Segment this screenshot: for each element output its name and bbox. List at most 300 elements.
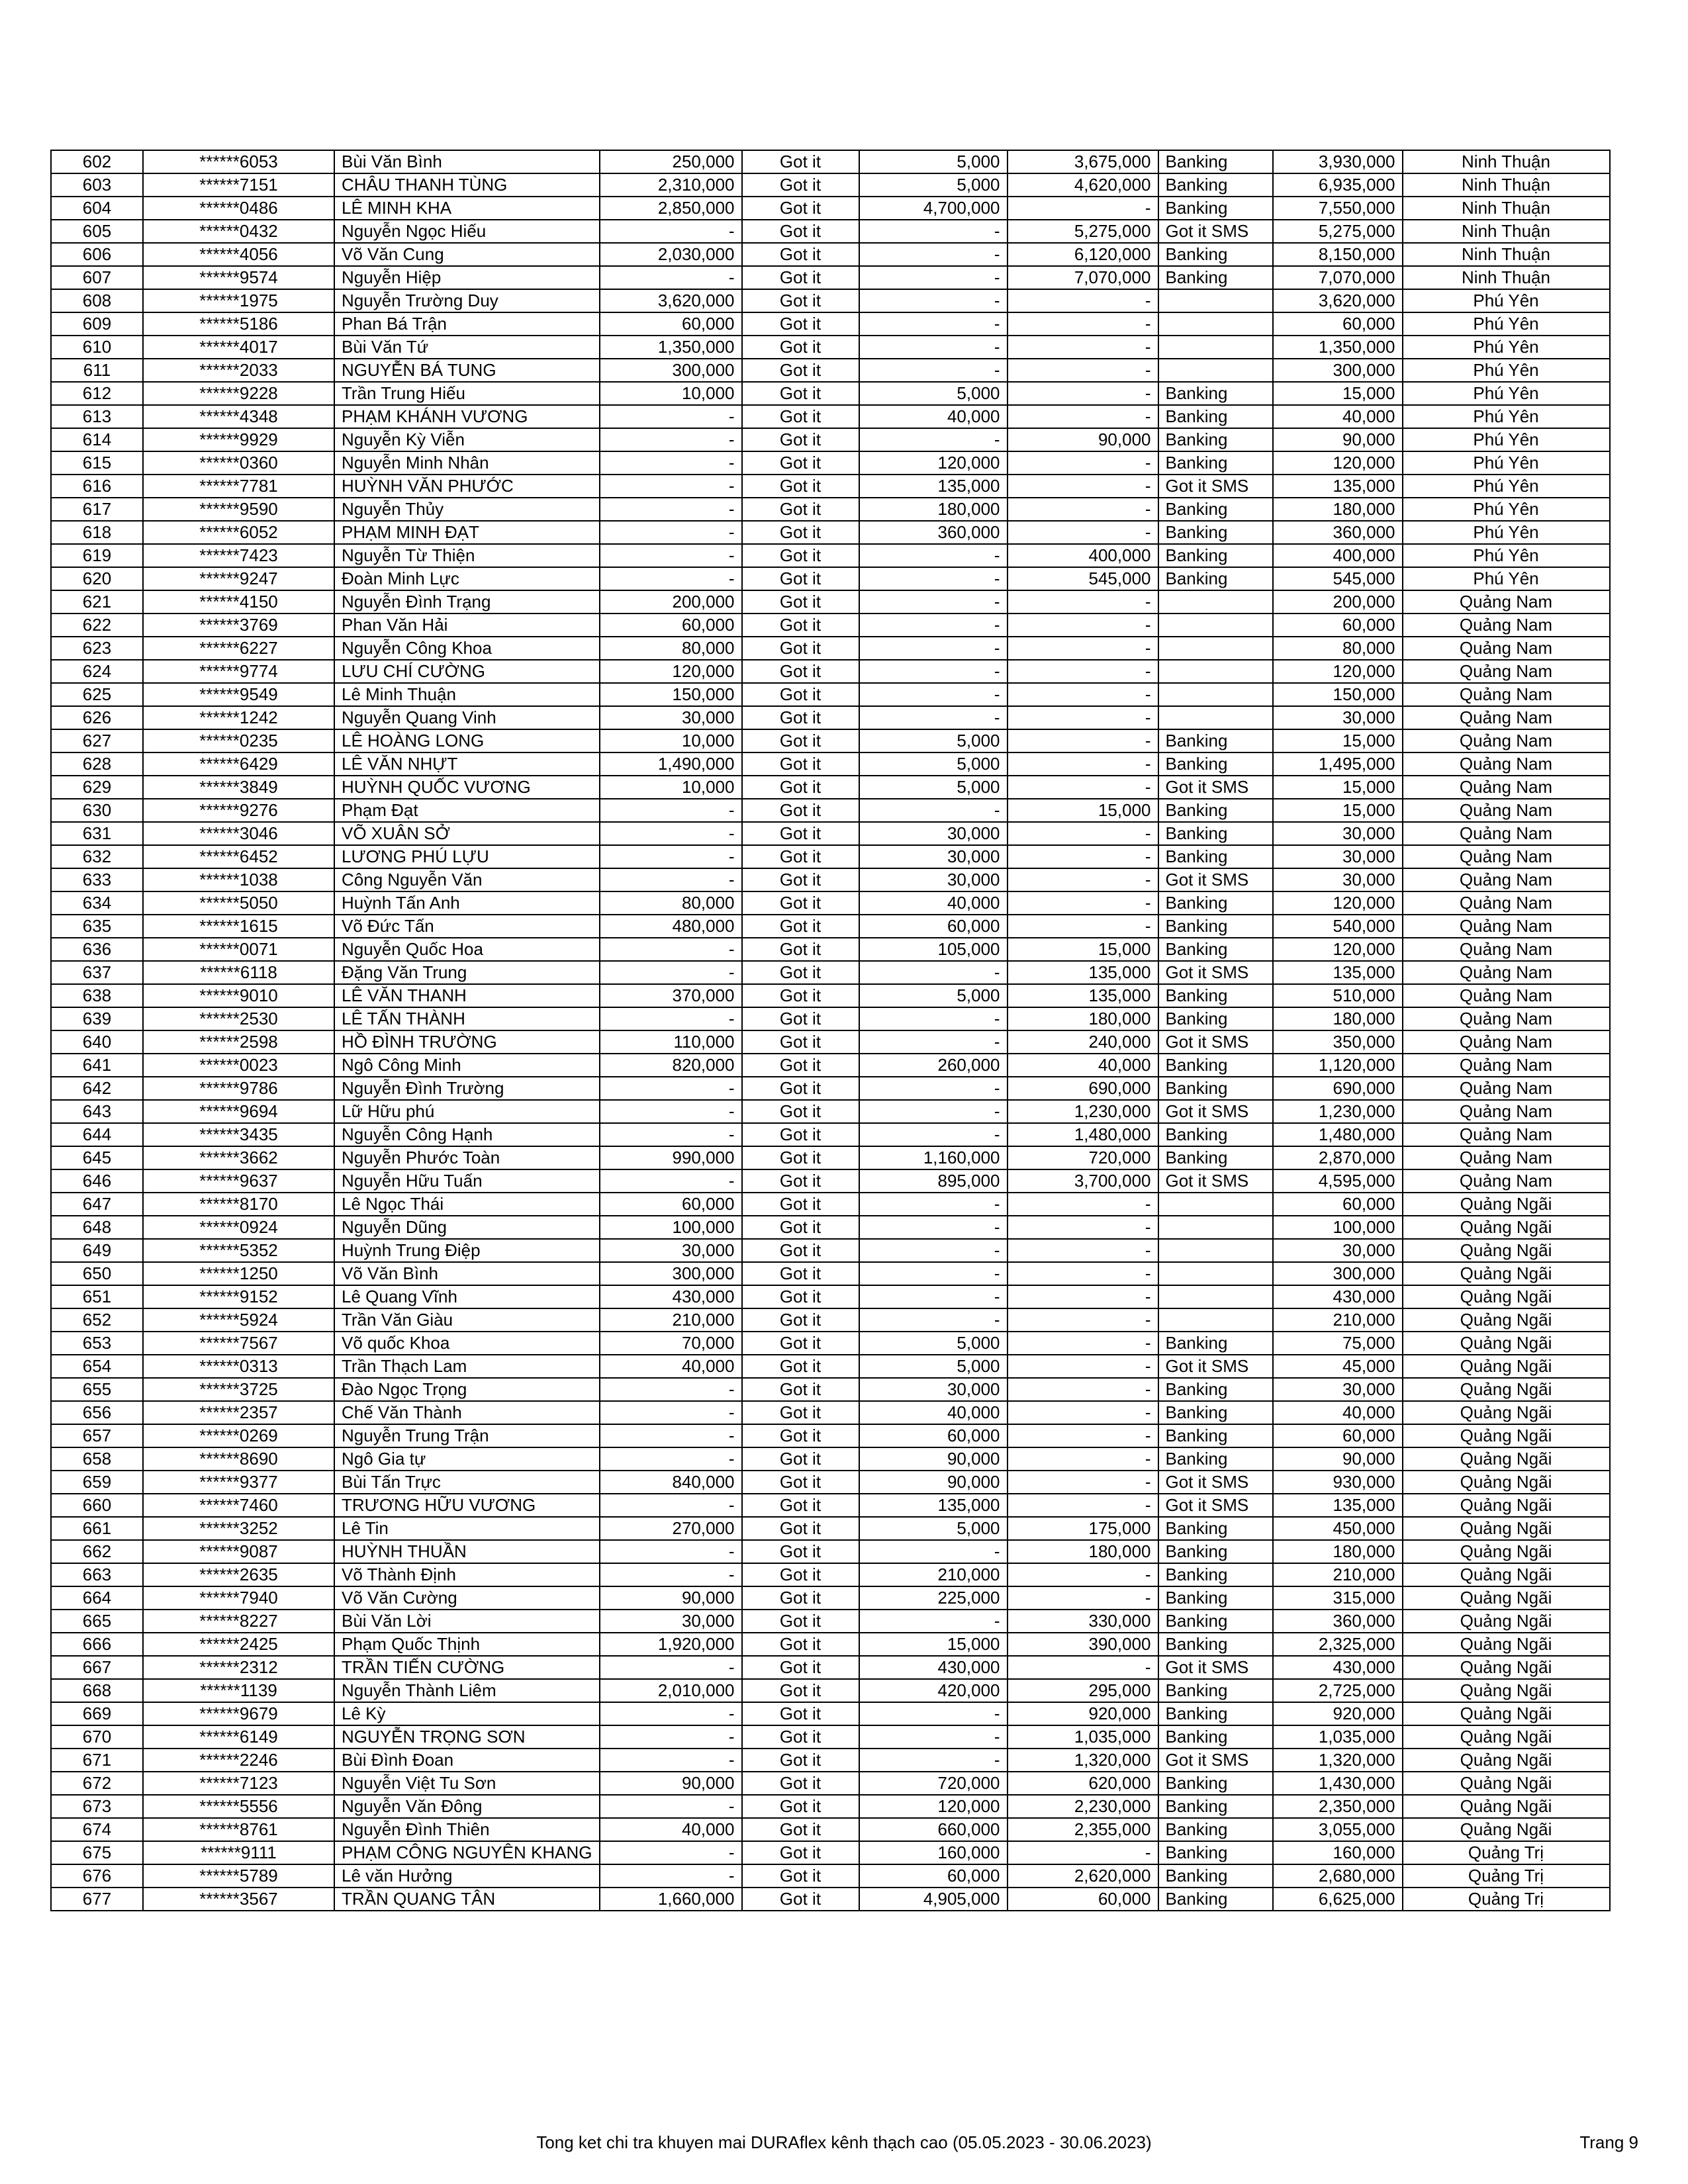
cell-total-amount: 1,350,000 (1273, 336, 1403, 359)
cell-customer-name: Phạm Đạt (334, 799, 600, 822)
cell-amount-1: - (600, 868, 742, 891)
table-row (51, 1308, 1610, 1332)
cell-total-amount: 120,000 (1273, 938, 1403, 961)
cell-customer-name: PHẠM CÔNG NGUYÊN KHANG (334, 1841, 600, 1864)
cell-phone-masked: ******9929 (143, 428, 334, 451)
cell-reward-type: Got it (742, 984, 859, 1007)
cell-customer-name: Nguyễn Việt Tu Sơn (334, 1772, 600, 1795)
cell-row-number: 657 (51, 1424, 143, 1447)
cell-amount-2: 5,000 (859, 752, 1008, 776)
cell-amount-1: 150,000 (600, 683, 742, 706)
cell-row-number: 649 (51, 1239, 143, 1262)
cell-amount-2: - (859, 1610, 1008, 1633)
cell-reward-type: Got it (742, 799, 859, 822)
cell-amount-1: - (600, 1077, 742, 1100)
cell-customer-name: Nguyễn Ngọc Hiếu (334, 220, 600, 243)
cell-row-number: 670 (51, 1725, 143, 1749)
cell-amount-2: 30,000 (859, 1378, 1008, 1401)
cell-amount-2: 430,000 (859, 1656, 1008, 1679)
cell-row-number: 618 (51, 521, 143, 544)
cell-customer-name: Nguyễn Kỳ Viễn (334, 428, 600, 451)
cell-amount-1: - (600, 1725, 742, 1749)
cell-reward-type: Got it (742, 243, 859, 266)
table-row (51, 1169, 1610, 1193)
cell-province: Quảng Nam (1403, 822, 1610, 845)
cell-customer-name: Nguyễn Hữu Tuấn (334, 1169, 600, 1193)
cell-customer-name: Nguyễn Minh Nhân (334, 451, 600, 475)
cell-amount-2: 60,000 (859, 915, 1008, 938)
cell-amount-1: - (600, 938, 742, 961)
cell-phone-masked: ******1615 (143, 915, 334, 938)
cell-phone-masked: ******0360 (143, 451, 334, 475)
cell-customer-name: Đoàn Minh Lực (334, 567, 600, 590)
cell-total-amount: 15,000 (1273, 776, 1403, 799)
cell-amount-3: 1,480,000 (1008, 1123, 1158, 1146)
cell-phone-masked: ******9010 (143, 984, 334, 1007)
cell-customer-name: Bùi Đình Đoan (334, 1749, 600, 1772)
cell-phone-masked: ******0235 (143, 729, 334, 752)
cell-customer-name: Công Nguyễn Văn (334, 868, 600, 891)
cell-row-number: 633 (51, 868, 143, 891)
cell-amount-1: - (600, 1749, 742, 1772)
cell-reward-type: Got it (742, 1888, 859, 1911)
cell-phone-masked: ******2425 (143, 1633, 334, 1656)
cell-amount-1: 840,000 (600, 1471, 742, 1494)
cell-province: Quảng Nam (1403, 1169, 1610, 1193)
cell-amount-1: - (600, 1540, 742, 1563)
cell-amount-1: - (600, 498, 742, 521)
cell-total-amount: 60,000 (1273, 1193, 1403, 1216)
cell-amount-3: 90,000 (1008, 428, 1158, 451)
table-row (51, 590, 1610, 614)
cell-total-amount: 60,000 (1273, 614, 1403, 637)
cell-province: Quảng Ngãi (1403, 1610, 1610, 1633)
cell-payment-method (1158, 660, 1273, 683)
cell-amount-3: 2,355,000 (1008, 1818, 1158, 1841)
cell-total-amount: 540,000 (1273, 915, 1403, 938)
cell-total-amount: 180,000 (1273, 1007, 1403, 1030)
cell-payment-method (1158, 312, 1273, 336)
page-number: Trang 9 (1579, 2132, 1638, 2152)
cell-phone-masked: ******7781 (143, 475, 334, 498)
cell-amount-2: - (859, 567, 1008, 590)
cell-amount-3: - (1008, 1355, 1158, 1378)
cell-province: Quảng Nam (1403, 845, 1610, 868)
cell-customer-name: LÊ VĂN NHỰT (334, 752, 600, 776)
cell-row-number: 650 (51, 1262, 143, 1285)
cell-payment-method (1158, 289, 1273, 312)
cell-customer-name: Lê Kỳ (334, 1702, 600, 1725)
cell-phone-masked: ******5924 (143, 1308, 334, 1332)
cell-province: Quảng Nam (1403, 868, 1610, 891)
cell-amount-1: 60,000 (600, 1193, 742, 1216)
cell-province: Quảng Ngãi (1403, 1540, 1610, 1563)
cell-reward-type: Got it (742, 915, 859, 938)
table-row (51, 243, 1610, 266)
cell-province: Quảng Nam (1403, 1146, 1610, 1169)
cell-customer-name: HUỲNH QUỐC VƯƠNG (334, 776, 600, 799)
table-row (51, 915, 1610, 938)
cell-payment-method: Banking (1158, 382, 1273, 405)
cell-province: Phú Yên (1403, 359, 1610, 382)
cell-payment-method (1158, 336, 1273, 359)
cell-customer-name: Võ Văn Cung (334, 243, 600, 266)
cell-amount-3: 390,000 (1008, 1633, 1158, 1656)
cell-phone-masked: ******9087 (143, 1540, 334, 1563)
cell-phone-masked: ******2357 (143, 1401, 334, 1424)
cell-row-number: 629 (51, 776, 143, 799)
cell-row-number: 648 (51, 1216, 143, 1239)
cell-row-number: 636 (51, 938, 143, 961)
cell-province: Phú Yên (1403, 382, 1610, 405)
cell-payment-method: Banking (1158, 891, 1273, 915)
cell-row-number: 615 (51, 451, 143, 475)
cell-amount-3: - (1008, 359, 1158, 382)
cell-amount-3: 2,230,000 (1008, 1795, 1158, 1818)
cell-payment-method: Banking (1158, 822, 1273, 845)
cell-amount-2: 90,000 (859, 1447, 1008, 1471)
cell-province: Phú Yên (1403, 405, 1610, 428)
cell-amount-3: 7,070,000 (1008, 266, 1158, 289)
cell-customer-name: HUỲNH VĂN PHƯỚC (334, 475, 600, 498)
cell-amount-2: - (859, 799, 1008, 822)
cell-amount-1: 10,000 (600, 776, 742, 799)
cell-phone-masked: ******8170 (143, 1193, 334, 1216)
cell-reward-type: Got it (742, 1216, 859, 1239)
cell-customer-name: Phan Văn Hải (334, 614, 600, 637)
cell-phone-masked: ******5050 (143, 891, 334, 915)
cell-payment-method: Got it SMS (1158, 1169, 1273, 1193)
cell-amount-3: - (1008, 915, 1158, 938)
cell-amount-1: - (600, 1494, 742, 1517)
table-row (51, 1679, 1610, 1702)
cell-phone-masked: ******9152 (143, 1285, 334, 1308)
table-row (51, 428, 1610, 451)
cell-reward-type: Got it (742, 683, 859, 706)
cell-row-number: 664 (51, 1586, 143, 1610)
cell-amount-1: 250,000 (600, 150, 742, 173)
cell-amount-2: - (859, 706, 1008, 729)
cell-reward-type: Got it (742, 1818, 859, 1841)
cell-amount-3: - (1008, 590, 1158, 614)
cell-amount-3: 690,000 (1008, 1077, 1158, 1100)
cell-customer-name: Trần Văn Giàu (334, 1308, 600, 1332)
cell-payment-method: Banking (1158, 1818, 1273, 1841)
cell-phone-masked: ******9637 (143, 1169, 334, 1193)
cell-amount-2: - (859, 1725, 1008, 1749)
cell-reward-type: Got it (742, 1586, 859, 1610)
cell-total-amount: 2,350,000 (1273, 1795, 1403, 1818)
cell-phone-masked: ******4017 (143, 336, 334, 359)
cell-province: Ninh Thuận (1403, 266, 1610, 289)
cell-amount-1: 990,000 (600, 1146, 742, 1169)
table-row (51, 498, 1610, 521)
cell-amount-2: 40,000 (859, 1401, 1008, 1424)
cell-amount-2: - (859, 266, 1008, 289)
cell-total-amount: 1,230,000 (1273, 1100, 1403, 1123)
cell-amount-1: 3,620,000 (600, 289, 742, 312)
cell-province: Quảng Nam (1403, 660, 1610, 683)
cell-phone-masked: ******9774 (143, 660, 334, 683)
table-row (51, 173, 1610, 197)
cell-payment-method (1158, 359, 1273, 382)
cell-amount-1: 40,000 (600, 1818, 742, 1841)
cell-total-amount: 7,550,000 (1273, 197, 1403, 220)
cell-row-number: 673 (51, 1795, 143, 1818)
cell-reward-type: Got it (742, 1007, 859, 1030)
cell-amount-1: - (600, 1702, 742, 1725)
cell-amount-1: 210,000 (600, 1308, 742, 1332)
cell-reward-type: Got it (742, 1517, 859, 1540)
cell-amount-3: - (1008, 822, 1158, 845)
cell-payment-method: Banking (1158, 266, 1273, 289)
table-row (51, 1633, 1610, 1656)
cell-amount-1: - (600, 961, 742, 984)
cell-total-amount: 400,000 (1273, 544, 1403, 567)
cell-amount-2: 90,000 (859, 1471, 1008, 1494)
cell-customer-name: Nguyễn Công Khoa (334, 637, 600, 660)
cell-reward-type: Got it (742, 660, 859, 683)
cell-payment-method: Banking (1158, 1332, 1273, 1355)
cell-total-amount: 2,725,000 (1273, 1679, 1403, 1702)
table-row (51, 1007, 1610, 1030)
cell-total-amount: 200,000 (1273, 590, 1403, 614)
cell-province: Quảng Ngãi (1403, 1494, 1610, 1517)
cell-amount-3: 6,120,000 (1008, 243, 1158, 266)
cell-amount-1: 30,000 (600, 706, 742, 729)
cell-amount-3: 135,000 (1008, 961, 1158, 984)
cell-phone-masked: ******7940 (143, 1586, 334, 1610)
cell-total-amount: 315,000 (1273, 1586, 1403, 1610)
cell-phone-masked: ******8690 (143, 1447, 334, 1471)
cell-row-number: 665 (51, 1610, 143, 1633)
cell-amount-3: - (1008, 706, 1158, 729)
cell-amount-2: 105,000 (859, 938, 1008, 961)
cell-customer-name: Trần Thạch Lam (334, 1355, 600, 1378)
cell-reward-type: Got it (742, 614, 859, 637)
cell-row-number: 623 (51, 637, 143, 660)
cell-amount-2: - (859, 1100, 1008, 1123)
cell-province: Quảng Nam (1403, 1077, 1610, 1100)
cell-amount-3: - (1008, 382, 1158, 405)
cell-customer-name: Lê Minh Thuận (334, 683, 600, 706)
cell-amount-2: 135,000 (859, 475, 1008, 498)
table-row (51, 1285, 1610, 1308)
cell-phone-masked: ******0486 (143, 197, 334, 220)
cell-province: Quảng Ngãi (1403, 1471, 1610, 1494)
cell-phone-masked: ******7567 (143, 1332, 334, 1355)
cell-amount-1: - (600, 1169, 742, 1193)
table-row (51, 336, 1610, 359)
cell-phone-masked: ******0432 (143, 220, 334, 243)
cell-total-amount: 690,000 (1273, 1077, 1403, 1100)
cell-amount-1: 60,000 (600, 614, 742, 637)
cell-customer-name: HỒ ĐÌNH TRƯỜNG (334, 1030, 600, 1054)
cell-amount-1: - (600, 845, 742, 868)
cell-reward-type: Got it (742, 1146, 859, 1169)
cell-phone-masked: ******1975 (143, 289, 334, 312)
cell-customer-name: LƯƠNG PHÚ LỰU (334, 845, 600, 868)
cell-amount-3: - (1008, 475, 1158, 498)
cell-phone-masked: ******3046 (143, 822, 334, 845)
cell-customer-name: Ngô Gia tự (334, 1447, 600, 1471)
cell-customer-name: Đào Ngọc Trọng (334, 1378, 600, 1401)
cell-row-number: 647 (51, 1193, 143, 1216)
cell-payment-method: Banking (1158, 1077, 1273, 1100)
cell-phone-masked: ******5186 (143, 312, 334, 336)
cell-total-amount: 430,000 (1273, 1285, 1403, 1308)
cell-phone-masked: ******1250 (143, 1262, 334, 1285)
cell-province: Quảng Nam (1403, 915, 1610, 938)
cell-amount-2: 15,000 (859, 1633, 1008, 1656)
cell-province: Quảng Ngãi (1403, 1262, 1610, 1285)
cell-amount-2: 1,160,000 (859, 1146, 1008, 1169)
table-row (51, 776, 1610, 799)
cell-amount-1: - (600, 1864, 742, 1888)
cell-customer-name: Lữ Hữu phú (334, 1100, 600, 1123)
cell-reward-type: Got it (742, 1679, 859, 1702)
cell-total-amount: 120,000 (1273, 660, 1403, 683)
cell-total-amount: 75,000 (1273, 1332, 1403, 1355)
cell-amount-1: - (600, 220, 742, 243)
cell-customer-name: Nguyễn Công Hạnh (334, 1123, 600, 1146)
cell-customer-name: Nguyễn Trường Duy (334, 289, 600, 312)
cell-total-amount: 15,000 (1273, 729, 1403, 752)
cell-phone-masked: ******2033 (143, 359, 334, 382)
cell-amount-3: 180,000 (1008, 1007, 1158, 1030)
cell-phone-masked: ******9590 (143, 498, 334, 521)
cell-payment-method: Banking (1158, 197, 1273, 220)
cell-province: Quảng Nam (1403, 1100, 1610, 1123)
table-row (51, 1656, 1610, 1679)
cell-phone-masked: ******7151 (143, 173, 334, 197)
cell-phone-masked: ******9574 (143, 266, 334, 289)
cell-reward-type: Got it (742, 1633, 859, 1656)
table-row (51, 1100, 1610, 1123)
cell-amount-2: - (859, 1262, 1008, 1285)
cell-phone-masked: ******3725 (143, 1378, 334, 1401)
cell-payment-method: Banking (1158, 1378, 1273, 1401)
cell-amount-2: 40,000 (859, 891, 1008, 915)
cell-payment-method: Banking (1158, 521, 1273, 544)
cell-row-number: 617 (51, 498, 143, 521)
cell-amount-1: 2,030,000 (600, 243, 742, 266)
cell-province: Quảng Nam (1403, 1030, 1610, 1054)
cell-amount-1: 270,000 (600, 1517, 742, 1540)
cell-payment-method: Banking (1158, 799, 1273, 822)
cell-amount-1: - (600, 475, 742, 498)
cell-province: Quảng Ngãi (1403, 1332, 1610, 1355)
cell-province: Quảng Ngãi (1403, 1216, 1610, 1239)
cell-amount-1: - (600, 451, 742, 475)
cell-customer-name: Võ Thành Định (334, 1563, 600, 1586)
cell-total-amount: 2,870,000 (1273, 1146, 1403, 1169)
cell-province: Quảng Ngãi (1403, 1679, 1610, 1702)
cell-customer-name: NGUYỄN TRỌNG SƠN (334, 1725, 600, 1749)
cell-payment-method: Got it SMS (1158, 1100, 1273, 1123)
cell-reward-type: Got it (742, 1841, 859, 1864)
cell-amount-2: 4,905,000 (859, 1888, 1008, 1911)
cell-row-number: 641 (51, 1054, 143, 1077)
cell-amount-1: - (600, 1841, 742, 1864)
cell-province: Quảng Nam (1403, 590, 1610, 614)
table-row (51, 1610, 1610, 1633)
cell-reward-type: Got it (742, 312, 859, 336)
cell-phone-masked: ******1139 (143, 1679, 334, 1702)
cell-amount-1: - (600, 1424, 742, 1447)
cell-customer-name: NGUYỄN BÁ TUNG (334, 359, 600, 382)
cell-reward-type: Got it (742, 752, 859, 776)
cell-row-number: 656 (51, 1401, 143, 1424)
cell-province: Quảng Ngãi (1403, 1401, 1610, 1424)
cell-phone-masked: ******0313 (143, 1355, 334, 1378)
cell-province: Quảng Nam (1403, 984, 1610, 1007)
cell-row-number: 653 (51, 1332, 143, 1355)
cell-reward-type: Got it (742, 197, 859, 220)
cell-reward-type: Got it (742, 637, 859, 660)
cell-phone-masked: ******7123 (143, 1772, 334, 1795)
cell-phone-masked: ******9377 (143, 1471, 334, 1494)
cell-amount-3: 60,000 (1008, 1888, 1158, 1911)
cell-row-number: 643 (51, 1100, 143, 1123)
cell-row-number: 674 (51, 1818, 143, 1841)
cell-row-number: 637 (51, 961, 143, 984)
cell-customer-name: Võ Văn Bình (334, 1262, 600, 1285)
cell-amount-3: 920,000 (1008, 1702, 1158, 1725)
cell-province: Quảng Ngãi (1403, 1818, 1610, 1841)
cell-phone-masked: ******3849 (143, 776, 334, 799)
cell-amount-1: 300,000 (600, 1262, 742, 1285)
cell-reward-type: Got it (742, 729, 859, 752)
table-row (51, 1517, 1610, 1540)
cell-amount-3: 135,000 (1008, 984, 1158, 1007)
cell-amount-3: - (1008, 1216, 1158, 1239)
cell-customer-name: Lê văn Hưởng (334, 1864, 600, 1888)
cell-reward-type: Got it (742, 1169, 859, 1193)
cell-total-amount: 15,000 (1273, 799, 1403, 822)
cell-reward-type: Got it (742, 1401, 859, 1424)
table-row (51, 1424, 1610, 1447)
cell-amount-3: - (1008, 637, 1158, 660)
cell-amount-1: 90,000 (600, 1586, 742, 1610)
cell-payment-method: Banking (1158, 498, 1273, 521)
cell-reward-type: Got it (742, 521, 859, 544)
cell-amount-1: 2,850,000 (600, 197, 742, 220)
cell-amount-2: 5,000 (859, 173, 1008, 197)
cell-amount-2: - (859, 1702, 1008, 1725)
cell-province: Quảng Trị (1403, 1888, 1610, 1911)
cell-payment-method: Banking (1158, 1123, 1273, 1146)
cell-amount-3: 5,275,000 (1008, 220, 1158, 243)
cell-payment-method: Banking (1158, 173, 1273, 197)
cell-phone-masked: ******6227 (143, 637, 334, 660)
cell-customer-name: Lê Ngọc Thái (334, 1193, 600, 1216)
cell-total-amount: 40,000 (1273, 1401, 1403, 1424)
cell-amount-3: - (1008, 1285, 1158, 1308)
cell-reward-type: Got it (742, 544, 859, 567)
cell-amount-2: 60,000 (859, 1864, 1008, 1888)
table-row (51, 1030, 1610, 1054)
cell-province: Quảng Trị (1403, 1864, 1610, 1888)
cell-reward-type: Got it (742, 266, 859, 289)
cell-amount-3: - (1008, 1494, 1158, 1517)
table-row (51, 1355, 1610, 1378)
cell-phone-masked: ******1038 (143, 868, 334, 891)
table-row (51, 1471, 1610, 1494)
table-row (51, 1494, 1610, 1517)
cell-amount-1: - (600, 521, 742, 544)
cell-province: Quảng Ngãi (1403, 1355, 1610, 1378)
